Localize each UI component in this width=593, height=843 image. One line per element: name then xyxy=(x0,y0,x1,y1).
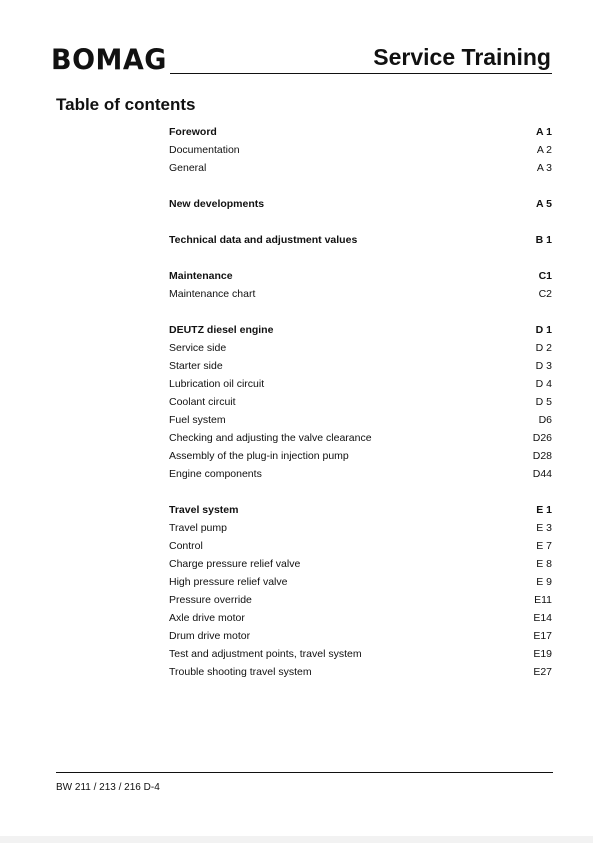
toc-entry-page: E19 xyxy=(533,648,552,660)
toc-entry xyxy=(169,465,552,483)
toc-entry-page: C2 xyxy=(538,288,552,300)
toc-entry-page: D44 xyxy=(532,468,552,480)
toc-entry-label: Service side xyxy=(169,342,227,354)
toc-entry-page: E11 xyxy=(534,594,552,606)
toc-entry-page: D26 xyxy=(532,432,552,444)
toc-entry xyxy=(169,429,552,447)
toc-entry-label: Test and adjustment points, travel system xyxy=(169,648,362,660)
toc-entry xyxy=(169,555,552,573)
toc-entry-page: D 1 xyxy=(535,324,552,336)
toc-entry-page: D 3 xyxy=(535,360,552,372)
header-title: Service Training xyxy=(373,44,551,70)
toc-entry xyxy=(169,573,552,591)
toc-entry-label: New developments xyxy=(169,198,265,210)
toc-entry xyxy=(169,141,552,159)
toc-entry xyxy=(169,285,552,303)
toc-entry-label: Travel pump xyxy=(169,522,227,534)
toc-entry xyxy=(169,663,552,681)
toc-entry-page: A 3 xyxy=(536,162,552,174)
toc-entry-label: Control xyxy=(169,540,203,552)
footer-divider xyxy=(56,772,553,773)
bomag-logo: BOMAG xyxy=(51,44,167,77)
toc-entry-page: B 1 xyxy=(535,234,552,246)
toc-entry xyxy=(169,645,552,663)
toc-entry-label: Assembly of the plug-in injection pump xyxy=(169,450,349,462)
toc-entry xyxy=(169,159,552,177)
toc-entry xyxy=(169,609,552,627)
toc-entry-label: Maintenance chart xyxy=(169,288,256,300)
toc-entry-page: A 5 xyxy=(536,198,552,210)
toc-entry-page: D6 xyxy=(538,414,552,426)
toc-entry-page: E 7 xyxy=(536,540,552,552)
toc-entry xyxy=(169,195,552,213)
toc-entry xyxy=(169,357,552,375)
toc-entry-label: Pressure override xyxy=(169,594,252,606)
toc-entry xyxy=(169,375,552,393)
toc-entry-label: High pressure relief valve xyxy=(169,576,288,588)
toc-entry-page: E 9 xyxy=(536,576,552,588)
toc-entry-page: E 3 xyxy=(536,522,552,534)
toc-entry-label: Coolant circuit xyxy=(169,396,236,408)
page-bottom-band xyxy=(0,836,593,843)
toc-entry xyxy=(169,411,552,429)
toc-entry xyxy=(169,501,552,519)
toc-entry-label: Drum drive motor xyxy=(169,630,251,642)
toc-entry-page: A 2 xyxy=(536,144,552,156)
toc-entry-label: Checking and adjusting the valve clearance xyxy=(169,432,372,444)
toc-entry-label: Travel system xyxy=(169,504,239,516)
toc-entry-label: Engine components xyxy=(169,468,262,480)
toc-entry xyxy=(169,339,552,357)
toc-entry xyxy=(169,627,552,645)
toc-title: Table of contents xyxy=(56,95,196,114)
toc-entry-label: Starter side xyxy=(169,360,223,372)
toc-entry xyxy=(169,537,552,555)
toc-entry-label: Charge pressure relief valve xyxy=(169,558,301,570)
toc-entry xyxy=(169,591,552,609)
toc-entry-label: Trouble shooting travel system xyxy=(169,666,312,678)
toc-entry-page: D28 xyxy=(532,450,552,462)
toc-entry-label: Maintenance xyxy=(169,270,233,282)
toc-entry-page: E 8 xyxy=(536,558,552,570)
toc-entry-page: D 2 xyxy=(535,342,552,354)
toc-entry xyxy=(169,231,552,249)
toc-entry xyxy=(169,447,552,465)
toc-entry xyxy=(169,519,552,537)
toc-entry-label: General xyxy=(169,162,207,174)
toc-entry-page: E27 xyxy=(533,666,552,678)
toc-entry-label: Foreword xyxy=(169,126,217,138)
header-divider xyxy=(170,73,552,74)
toc-entry-label: DEUTZ diesel engine xyxy=(169,324,274,336)
toc-entry-page: A 1 xyxy=(536,126,552,138)
toc-entry-page: C1 xyxy=(538,270,552,282)
toc-entry xyxy=(169,321,552,339)
toc-entry xyxy=(169,123,552,141)
toc-entry-page: E14 xyxy=(533,612,552,624)
toc-entry-label: Lubrication oil circuit xyxy=(169,378,265,390)
toc-entry-label: Axle drive motor xyxy=(169,612,245,624)
toc-list xyxy=(169,123,552,681)
toc-entry xyxy=(169,267,552,285)
toc-entry-label: Fuel system xyxy=(169,414,226,426)
toc-entry xyxy=(169,393,552,411)
toc-entry-label: Technical data and adjustment values xyxy=(169,234,358,246)
toc-entry-page: D 4 xyxy=(535,378,552,390)
toc-entry-page: D 5 xyxy=(535,396,552,408)
footer-model-text: BW 211 / 213 / 216 D-4 xyxy=(56,782,160,793)
toc-entry-label: Documentation xyxy=(169,144,240,156)
toc-entry-page: E17 xyxy=(533,630,552,642)
toc-entry-page: E 1 xyxy=(536,504,552,516)
